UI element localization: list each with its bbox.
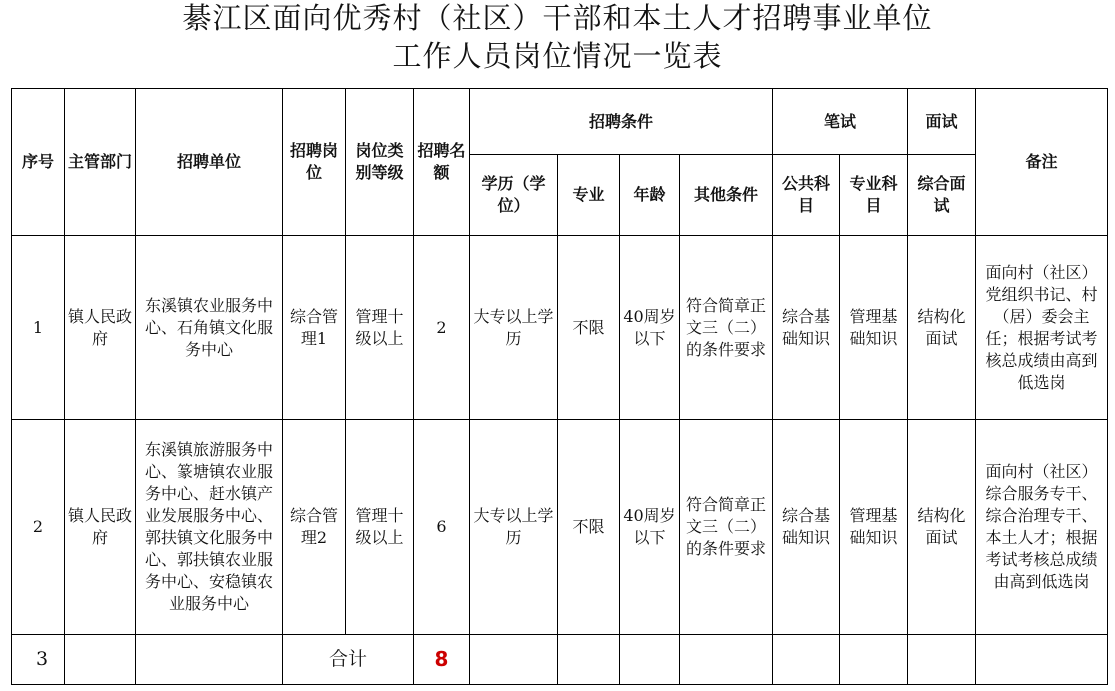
header-dept: 主管部门: [65, 89, 136, 236]
header-quota: 招聘名额: [414, 89, 470, 236]
table-row: [12, 420, 1108, 635]
cell-major: 不限: [558, 420, 620, 635]
total-empty: [558, 634, 620, 684]
total-empty-dept: [65, 634, 136, 684]
cell-quota: 6: [414, 420, 470, 635]
header-conditions: 招聘条件: [470, 89, 773, 155]
cell-dept: 镇人民政府: [65, 420, 136, 635]
total-empty: [908, 634, 976, 684]
cell-seq: 2: [12, 420, 65, 635]
total-empty: [976, 634, 1108, 684]
header-row-1: [12, 89, 1108, 155]
cell-public-subject: 综合基础知识: [773, 420, 840, 635]
cell-seq: 1: [12, 236, 65, 420]
cell-remarks: 面向村（社区）党组织书记、村（居）委会主任；根据考试考核总成绩由高到低选岗: [976, 236, 1108, 420]
header-education: 学历（学位）: [470, 155, 558, 236]
page-title-line1: 綦江区面向优秀村（社区）干部和本土人才招聘事业单位: [182, 1, 933, 35]
recruitment-table: [11, 88, 1108, 685]
total-empty: [620, 634, 680, 684]
total-empty: [470, 634, 558, 684]
cell-age: 40周岁以下: [620, 420, 680, 635]
header-remarks: 备注: [976, 89, 1108, 236]
header-seq: 序号: [12, 89, 65, 236]
cell-education: 大专以上学历: [470, 420, 558, 635]
cell-public-subject: 综合基础知识: [773, 236, 840, 420]
total-seq: 3: [12, 634, 65, 684]
cell-dept: 镇人民政府: [65, 236, 136, 420]
total-row: [12, 634, 1108, 684]
total-empty: [840, 634, 908, 684]
total-quota: 8: [414, 634, 470, 684]
total-label: 合计: [283, 634, 414, 684]
cell-major: 不限: [558, 236, 620, 420]
cell-interview: 结构化面试: [908, 420, 976, 635]
cell-education: 大专以上学历: [470, 236, 558, 420]
header-post: 招聘岗位: [283, 89, 346, 236]
cell-interview: 结构化面试: [908, 236, 976, 420]
header-major: 专业: [558, 155, 620, 236]
header-professional-subject: 专业科目: [840, 155, 908, 236]
header-public-subject: 公共科目: [773, 155, 840, 236]
total-empty-unit: [136, 634, 283, 684]
cell-category: 管理十级以上: [346, 236, 414, 420]
header-age: 年龄: [620, 155, 680, 236]
header-interview: 面试: [908, 89, 976, 155]
cell-category: 管理十级以上: [346, 420, 414, 635]
cell-unit: 东溪镇旅游服务中心、篆塘镇农业服务中心、赶水镇产业发展服务中心、郭扶镇文化服务中心、郭扶镇农业服务中心、安稳镇农业服务中心: [136, 420, 283, 635]
total-empty: [773, 634, 840, 684]
header-other: 其他条件: [680, 155, 773, 236]
cell-professional-subject: 管理基础知识: [840, 420, 908, 635]
cell-other: 符合简章正文三（二）的条件要求: [680, 236, 773, 420]
cell-post: 综合管理1: [283, 236, 346, 420]
cell-age: 40周岁以下: [620, 236, 680, 420]
cell-remarks: 面向村（社区）综合服务专干、综合治理专干、本土人才；根据考试考核总成绩由高到低选岗: [976, 420, 1108, 635]
header-unit: 招聘单位: [136, 89, 283, 236]
table-row: [12, 236, 1108, 420]
header-written: 笔试: [773, 89, 908, 155]
header-category: 岗位类别等级: [346, 89, 414, 236]
cell-post: 综合管理2: [283, 420, 346, 635]
total-empty: [680, 634, 773, 684]
page-title-line2: 工作人员岗位情况一览表: [392, 39, 723, 73]
cell-quota: 2: [414, 236, 470, 420]
cell-unit: 东溪镇农业服务中心、石角镇文化服务中心: [136, 236, 283, 420]
cell-professional-subject: 管理基础知识: [840, 236, 908, 420]
cell-other: 符合简章正文三（二）的条件要求: [680, 420, 773, 635]
header-interview-type: 综合面试: [908, 155, 976, 236]
